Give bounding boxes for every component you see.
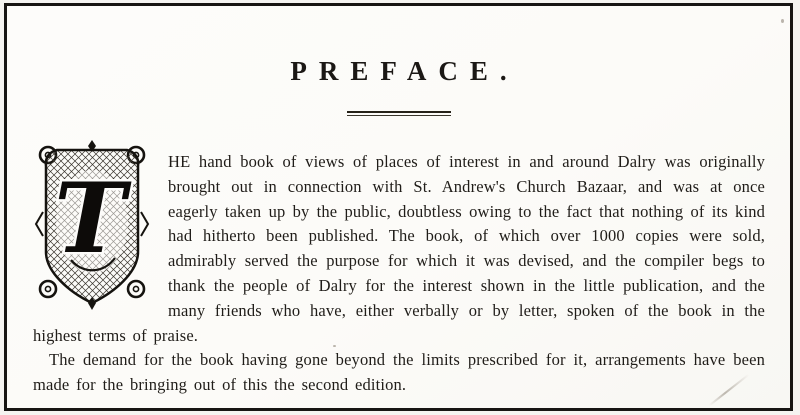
divider-line-bottom (347, 115, 451, 116)
page-border-frame (4, 3, 793, 411)
paragraph-first-text: HE hand book of views of places of interest in and around Dalry was originally brought out in connection with St. Andrew's Church Bazaar, and was at once eagerly taken up by the public, doubtless owing to the fact that nothing of its kind had hitherto been published. The book, of which over 1000 copies were sold, admirably served the purpose for which it was devised, and the compiler begs to thank the people of Dalry for the interest shown in the little publication, and the many friends who have, either verbally or by letter, spoken of the book in the highest terms of praise. (33, 152, 765, 345)
preface-body (33, 150, 765, 398)
double-rule-divider (347, 111, 451, 116)
scan-speck-artifact (781, 19, 784, 23)
drop-cap-ornament-icon (33, 140, 151, 310)
divider-line-top (347, 111, 451, 113)
drop-cap-letter: T (54, 162, 126, 275)
paragraph-first (33, 150, 765, 348)
scan-speck-artifact (333, 345, 336, 347)
page-title: PREFACE. (290, 56, 519, 86)
paragraph-second: The demand for the book having gone beyond the limits prescribed for it, arrangements have been made for the bringing out of this the second edition. (33, 350, 765, 395)
